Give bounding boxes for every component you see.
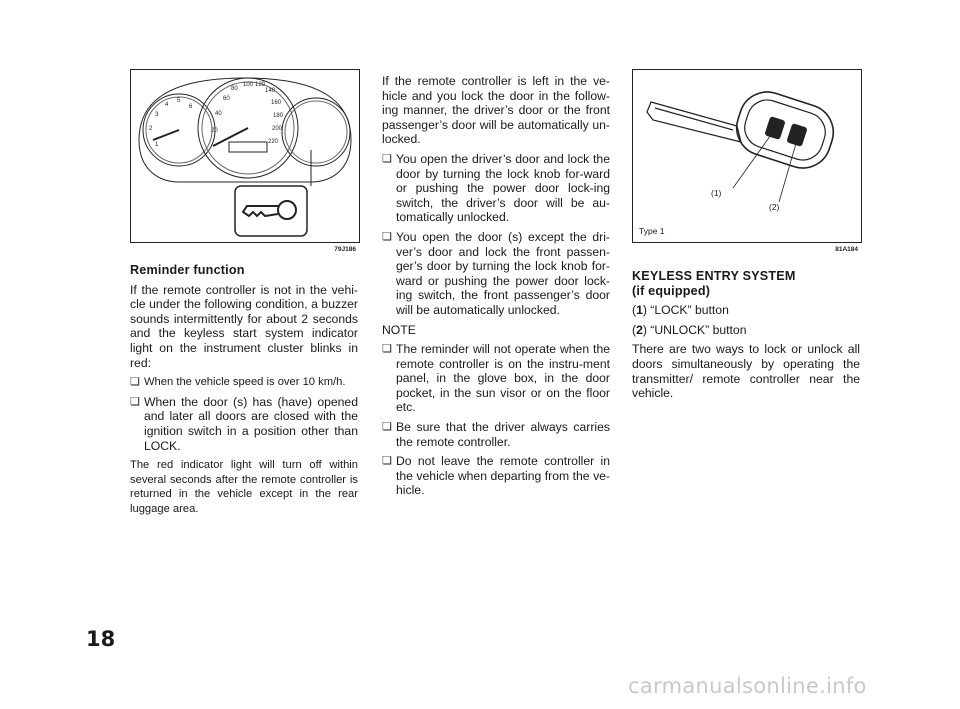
callout-2: (2) <box>769 202 780 212</box>
reminder-intro: If the remote controller is not in the vehi-cle under the following condition, a buzzer sounds intermittently for about 2 seconds and the keyless start system indicator light on the instrument cluster blinks in red: <box>130 282 358 370</box>
keyless-heading-line2: (if equipped) <box>632 283 711 298</box>
unlock-bullet: ❏ You open the driver’s door and lock the door by turning the lock knob for-ward or pushing the power door lock-ing switch, the driver’s door will be au-tomatically unlocked. <box>382 152 610 225</box>
column-2 <box>382 74 610 503</box>
svg-text:220: 220 <box>268 139 279 145</box>
page-number: 18 <box>86 627 116 651</box>
svg-text:6: 6 <box>189 104 193 110</box>
svg-text:3: 3 <box>155 112 159 118</box>
svg-text:60: 60 <box>223 96 230 102</box>
svg-text:40: 40 <box>215 111 222 117</box>
note-bullet: ❏ The reminder will not operate when the remote controller is on the instru-ment panel, in the glove box, in the door pocket, in the sun visor or on the floor etc. <box>382 342 610 415</box>
svg-text:80: 80 <box>231 86 238 92</box>
svg-text:140: 140 <box>265 88 276 94</box>
reminder-outro: The red indicator light will turn off within several seconds after the remote controller is returned in the vehicle except in the rear luggage area. <box>130 459 358 515</box>
lock-item-text: “LOCK” button <box>646 303 729 318</box>
column-1 <box>130 263 358 522</box>
callout-1: (1) <box>711 188 722 198</box>
svg-text:180: 180 <box>273 113 284 119</box>
lock-item: (1) “LOCK” button <box>632 303 729 318</box>
instrument-cluster-figure <box>130 69 360 253</box>
note-bullet: ❏ Be sure that the driver always carries the remote controller. <box>382 420 610 449</box>
svg-text:5: 5 <box>177 98 181 104</box>
figure-code: 79J186 <box>334 246 356 253</box>
reminder-heading: Reminder function <box>130 263 245 277</box>
key-drawing <box>633 70 861 242</box>
unlock-intro: If the remote controller is left in the ve-hicle and you lock the door in the follow-ing manner, the driver’s door or the front passenger’s door will be automatically un-locked. <box>382 74 610 147</box>
key-remote-figure <box>632 69 862 253</box>
figure-code: 81A184 <box>835 246 858 253</box>
keyless-body: There are two ways to lock or unlock all doors simultaneously by operating the transmitter/ remote controller near the vehicle. <box>632 342 860 401</box>
unlock-item: (2) “UNLOCK” button <box>632 322 747 337</box>
svg-text:100: 100 <box>243 82 254 88</box>
svg-text:200: 200 <box>272 126 283 132</box>
svg-text:4: 4 <box>165 102 169 108</box>
unlock-item-number: 2 <box>636 322 643 337</box>
svg-text:1: 1 <box>155 142 159 148</box>
reminder-bullet: ❏ When the vehicle speed is over 10 km/h. <box>130 375 358 390</box>
watermark: carmanualsonline.info <box>628 674 867 698</box>
keyless-heading <box>632 269 860 298</box>
note-label: NOTE <box>382 322 416 337</box>
keyless-heading-line1: KEYLESS ENTRY SYSTEM <box>632 269 796 283</box>
instrument-cluster-drawing <box>131 70 359 242</box>
lock-item-number: 1 <box>636 303 643 318</box>
svg-text:20: 20 <box>211 128 218 134</box>
reminder-bullet: ❏ When the door (s) has (have) opened and later all doors are closed with the ignition switch in a position other than LOCK. <box>130 395 358 453</box>
column-3 <box>632 269 860 406</box>
svg-text:120: 120 <box>255 82 266 88</box>
note-bullet: ❏ Do not leave the remote controller in the vehicle when departing from the ve-hicle. <box>382 454 610 498</box>
type-label: Type 1 <box>639 226 665 236</box>
unlock-bullet: ❏ You open the door (s) except the dri-ver’s door and lock the front passen-ger’s door by turning the lock knob for-ward or pushing the power door lock-ing switch, the front passenger’s door will be automatically unlocked. <box>382 230 610 318</box>
svg-text:160: 160 <box>271 100 282 106</box>
svg-text:2: 2 <box>149 126 153 132</box>
unlock-item-text: “UNLOCK” button <box>646 322 747 337</box>
